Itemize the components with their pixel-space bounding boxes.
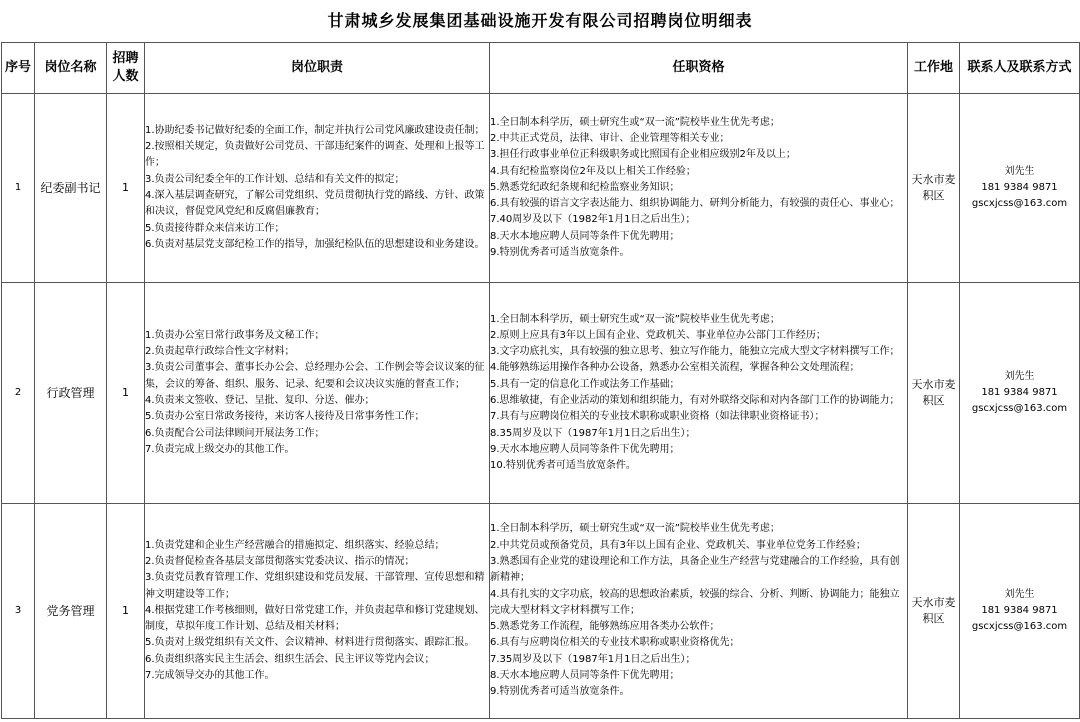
- qualification-item: 7.35周岁及以下（1987年1月1日之后出生）；: [490, 653, 696, 665]
- duty-item: 6.负责组织落实民主生活会、组织生活会、民主评议等党内会议；: [145, 653, 435, 665]
- row-duties: [145, 283, 490, 504]
- qualification-item: 3.文字功底扎实，具有较强的独立思考、独立写作能力，能独立完成大型文字材料撰写工作；: [490, 346, 900, 358]
- header-contact: 联系人及联系方式: [960, 43, 1080, 94]
- qualification-item: 9.特别优秀者可适当放宽条件。: [490, 247, 630, 259]
- row-position: 党务管理: [35, 504, 107, 719]
- row-count: 1: [107, 283, 145, 504]
- duty-item: 2.按照相关规定，负责做好公司党员、干部违纪案件的调查、处理和上报等工作；: [145, 141, 485, 169]
- row-qualifications: [490, 94, 908, 283]
- duty-item: 2.负责督促检查各基层支部贯彻落实党委决议、指示的情况；: [145, 555, 415, 567]
- duty-item: 1.负责办公室日常行政事务及文秘工作；: [145, 329, 325, 341]
- row-index: 2: [2, 283, 35, 504]
- qualification-item: 5.具有一定的信息化工作或法务工作基础；: [490, 378, 680, 390]
- duty-item: 1.协助纪委书记做好纪委的全面工作，制定并执行公司党风廉政建设责任制；: [145, 124, 485, 136]
- duty-item: 4.负责来文签收、登记、呈批、复印、分送、催办；: [145, 395, 375, 406]
- duty-item: 3.负责党员教育管理工作、党组织建设和党员发展、干部管理、宣传思想和精神文明建设等工作；: [145, 572, 485, 600]
- duty-item: 4.根据党建工作考核细则，做好日常党建工作，并负责起草和修订党建规划、制度，草拟年度工作计划、总结及相关材料；: [145, 604, 485, 633]
- qualification-item: 5.熟悉党务工作流程，能够熟练应用各类办公软件；: [490, 621, 720, 633]
- row-qualifications: [490, 283, 908, 504]
- contact-email: gscxjcss@163.com: [971, 198, 1068, 210]
- qualification-item: 10.特别优秀者可适当放宽条件。: [490, 460, 636, 472]
- recruitment-table: [1, 42, 1080, 719]
- duty-item: 5.负责对上级党组织有关文件、会议精神、材料进行贯彻落实、跟踪汇报。: [145, 637, 475, 649]
- header-location: 工作地: [908, 43, 960, 94]
- contact-phone: 181 9384 9871: [981, 604, 1058, 616]
- table-row: [2, 283, 1080, 504]
- qualification-item: 3.熟悉国有企业党的建设理论和工作方法，具备企业生产经营与党建融合的工作经验，具有创新精神；: [490, 555, 900, 584]
- qualification-item: 9.特别优秀者可适当放宽条件。: [490, 686, 630, 698]
- qualification-item: 6.思维敏捷，有企业活动的策划和组织能力，有对外联络交际和对内各部门工作的协调能力；: [490, 395, 900, 406]
- row-contact: [960, 504, 1080, 719]
- header-count: 招聘人数: [107, 43, 145, 94]
- qualification-item: 1.全日制本科学历，硕士研究生或“双一流”院校毕业生优先考虑；: [490, 313, 780, 325]
- duty-item: 3.负责公司董事会、董事长办公会、总经理办公会、工作例会等会议议案的征集，会议的筹备、组织、服务、记录、纪要和会议决议实施的督查工作；: [145, 362, 485, 390]
- header-position: 岗位名称: [35, 43, 107, 94]
- row-duties: [145, 504, 490, 719]
- duty-item: 4.深入基层调查研究，了解公司党组织、党员贯彻执行党的路线、方针、政策和决议，督促党风党纪和反腐倡廉教育；: [145, 190, 485, 218]
- qualification-item: 7.具有与应聘岗位相关的专业技术职称或职业资格（如法律职业资格证书）；: [490, 411, 825, 423]
- qualification-item: 8.天水本地应聘人员同等条件下优先聘用；: [490, 670, 680, 682]
- header-row: [2, 43, 1080, 94]
- qualification-item: 7.40周岁及以下（1982年1月1日之后出生）；: [490, 214, 696, 226]
- row-qualifications: [490, 504, 908, 719]
- duty-item: 3.负责公司纪委全年的工作计划、总结和有关文件的拟定；: [145, 173, 405, 185]
- qualification-item: 5.熟悉党纪政纪条规和纪检监察业务知识；: [490, 181, 680, 193]
- duty-item: 1.负责党建和企业生产经营融合的措施拟定、组织落实、经验总结；: [145, 539, 445, 551]
- row-count: 1: [107, 504, 145, 719]
- qualification-item: 2.中共正式党员，法律、审计、企业管理等相关专业；: [490, 132, 730, 144]
- duty-item: 5.负责办公室日常政务接待，来访客人接待及日常事务性工作；: [145, 411, 425, 423]
- duty-item: 6.负责对基层党支部纪检工作的指导，加强纪检队伍的思想建设和业务建设。: [145, 238, 485, 250]
- qualification-item: 1.全日制本科学历，硕士研究生或“双一流”院校毕业生优先考虑；: [490, 116, 780, 128]
- table-row: [2, 94, 1080, 283]
- qualification-item: 4.具有纪检监察岗位2年及以上相关工作经验；: [490, 165, 696, 177]
- duty-item: 6.负责配合公司法律顾问开展法务工作；: [145, 427, 325, 439]
- qualification-item: 4.能够熟练运用操作各种办公设备，熟悉办公室相关流程，掌握各种公文处理流程；: [490, 362, 860, 374]
- qualification-item: 2.中共党员或预备党员，具有3年以上国有企业、党政机关、事业单位党务工作经验；: [490, 539, 866, 551]
- row-index: 3: [2, 504, 35, 719]
- row-location: 天水市麦积区: [908, 283, 960, 504]
- row-index: 1: [2, 94, 35, 283]
- row-location: 天水市麦积区: [908, 504, 960, 719]
- contact-phone: 181 9384 9871: [981, 386, 1058, 398]
- header-duties: 岗位职责: [145, 43, 490, 94]
- qualification-item: 1.全日制本科学历，硕士研究生或“双一流”院校毕业生优先考虑；: [490, 523, 780, 535]
- contact-email: gscxjcss@163.com: [971, 621, 1068, 633]
- row-location: 天水市麦积区: [908, 94, 960, 283]
- contact-phone: 181 9384 9871: [981, 181, 1058, 193]
- qualification-item: 8.天水本地应聘人员同等条件下优先聘用；: [490, 230, 680, 242]
- row-position: 纪委副书记: [35, 94, 107, 283]
- qualification-item: 6.具有较强的语言文字表达能力、组织协调能力、研判分析能力，有较强的责任心、事业心；: [490, 198, 900, 210]
- duty-item: 5.负责接待群众来信来访工作；: [145, 222, 285, 234]
- qualification-item: 2.原则上应具有3年以上国有企业、党政机关、事业单位办公部门工作经历；: [490, 329, 826, 341]
- row-count: 1: [107, 94, 145, 283]
- qualification-item: 4.具有扎实的文字功底，较高的思想政治素质，较强的综合、分析、判断、协调能力；能独立完成大型材料文字材料撰写工作；: [490, 588, 900, 616]
- qualification-item: 6.具有与应聘岗位相关的专业技术职称或职业资格优先；: [490, 637, 740, 649]
- duty-item: 7.完成领导交办的其他工作。: [145, 670, 275, 682]
- row-position: 行政管理: [35, 283, 107, 504]
- page-title: 甘肃城乡发展集团基础设施开发有限公司招聘岗位明细表: [327, 11, 753, 30]
- row-duties: [145, 94, 490, 283]
- header-index: 序号: [2, 43, 35, 94]
- contact-name: 刘先生: [1004, 165, 1035, 177]
- table-row: [2, 504, 1080, 719]
- qualification-item: 3.担任行政事业单位正科级职务或比照国有企业相应级别2年及以上；: [490, 149, 796, 161]
- contact-name: 刘先生: [1004, 588, 1035, 600]
- row-contact: [960, 94, 1080, 283]
- duty-item: 7.负责完成上级交办的其他工作。: [145, 443, 295, 455]
- contact-name: 刘先生: [1004, 370, 1035, 382]
- qualification-item: 9.天水本地应聘人员同等条件下优先聘用；: [490, 443, 680, 455]
- qualification-item: 8.35周岁及以下（1987年1月1日之后出生）；: [490, 427, 696, 439]
- row-contact: [960, 283, 1080, 504]
- header-qualifications: 任职资格: [490, 43, 908, 94]
- duty-item: 2.负责起草行政综合性文字材料；: [145, 346, 295, 358]
- contact-email: gscxjcss@163.com: [971, 403, 1068, 415]
